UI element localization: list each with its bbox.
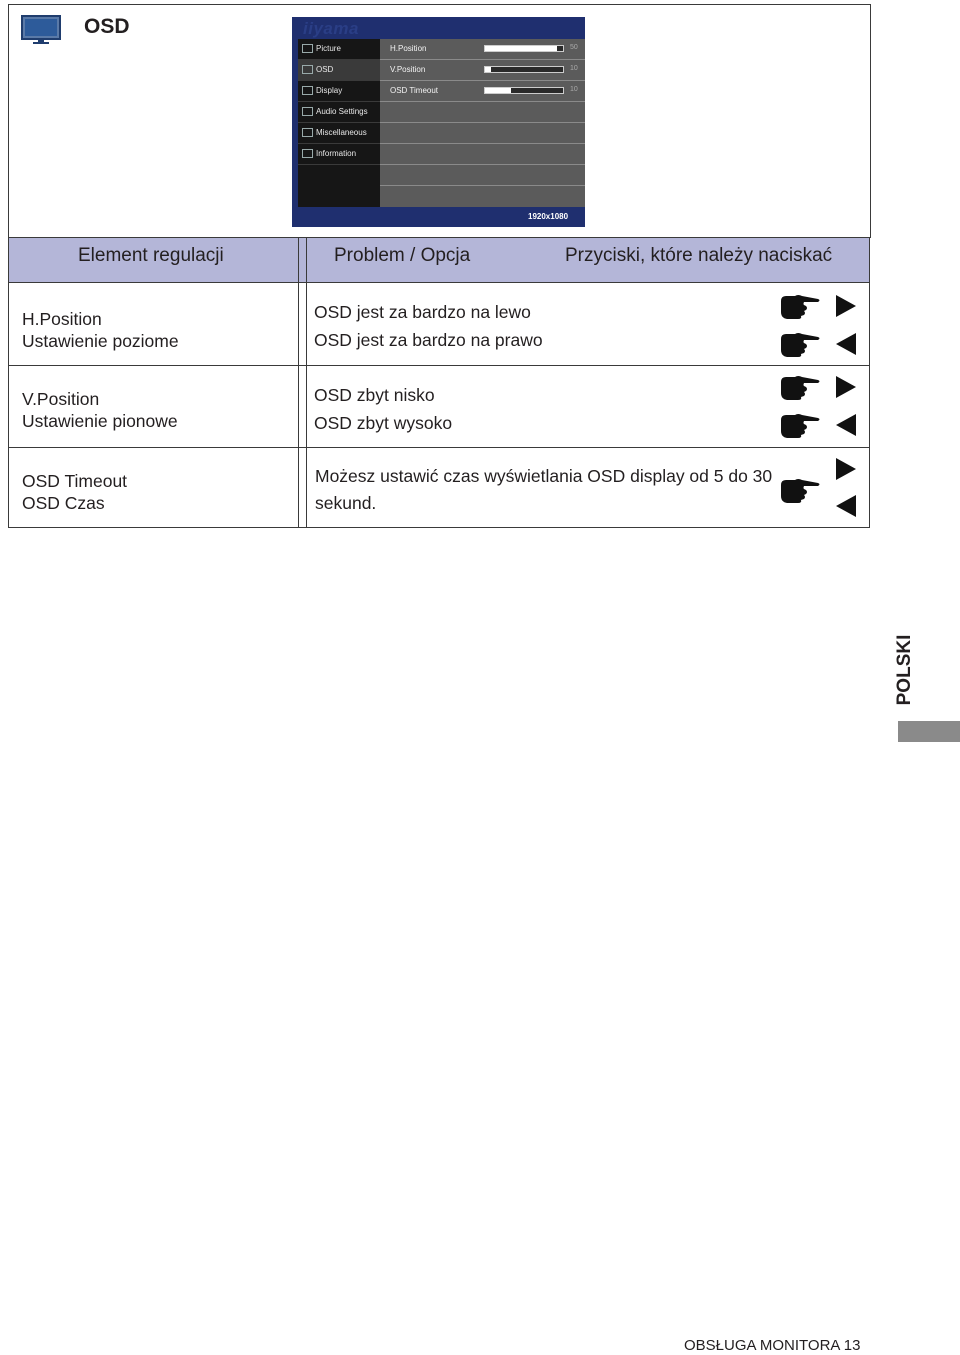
element-name: V.Position bbox=[22, 389, 100, 409]
problem-text: Możesz ustawić czas wyświetlania OSD display od 5 do 30 sekund. bbox=[315, 466, 773, 513]
wrench-icon bbox=[302, 128, 313, 137]
problem-text: OSD jest za bardzo na prawo bbox=[314, 330, 543, 350]
triangle-left-icon bbox=[836, 414, 856, 436]
osd-row-empty bbox=[380, 123, 585, 144]
problem-text: OSD zbyt wysoko bbox=[314, 413, 453, 433]
osd-menu-item-information: Information bbox=[298, 144, 380, 165]
info-icon bbox=[302, 149, 313, 158]
monitor-icon bbox=[21, 15, 61, 45]
triangle-left-icon bbox=[836, 333, 856, 355]
osd-menu-item-miscellaneous: Miscellaneous bbox=[298, 123, 380, 144]
hand-pointer-icon bbox=[779, 373, 821, 401]
element-desc: Ustawienie pionowe bbox=[22, 411, 178, 431]
osd-menu-item-audio-settings: Audio Settings bbox=[298, 102, 380, 123]
osd-row-osd-timeout: OSD Timeout 10 bbox=[380, 81, 585, 102]
triangle-right-icon bbox=[836, 295, 856, 317]
language-tab-bar bbox=[898, 721, 960, 742]
v-position-bar bbox=[484, 66, 564, 73]
element-name: H.Position bbox=[22, 309, 102, 329]
osd-row-empty bbox=[380, 165, 585, 186]
element-desc: OSD Czas bbox=[22, 493, 105, 513]
osd-resolution: 1920x1080 bbox=[528, 212, 569, 221]
osd-menu-item-osd: OSD bbox=[298, 60, 380, 81]
problem-text: OSD jest za bardzo na lewo bbox=[314, 302, 531, 322]
header-element: Element regulacji bbox=[78, 245, 224, 266]
osd-row-empty bbox=[380, 144, 585, 165]
speaker-icon bbox=[302, 107, 313, 116]
column-divider bbox=[298, 237, 299, 528]
osd-menu-item-picture: Picture bbox=[298, 39, 380, 60]
triangle-left-icon bbox=[836, 495, 856, 517]
language-tab-label: POLSKI bbox=[894, 634, 915, 706]
section-title: OSD bbox=[84, 15, 130, 38]
h-position-bar bbox=[484, 45, 564, 52]
column-divider bbox=[306, 237, 307, 528]
page-number: 13 bbox=[843, 1337, 861, 1354]
osd-row-empty bbox=[380, 102, 585, 123]
osd-icon bbox=[302, 65, 313, 74]
element-name: OSD Timeout bbox=[22, 471, 128, 491]
triangle-right-icon bbox=[836, 458, 856, 480]
display-icon bbox=[302, 86, 313, 95]
hand-pointer-icon bbox=[779, 292, 821, 320]
osd-timeout-bar bbox=[484, 87, 564, 94]
picture-icon bbox=[302, 44, 313, 53]
header-problem: Problem / Opcja bbox=[334, 245, 471, 266]
osd-row-h-position: H.Position 50 bbox=[380, 39, 585, 60]
triangle-right-icon bbox=[836, 376, 856, 398]
page-footer bbox=[684, 1337, 860, 1354]
hand-pointer-icon bbox=[779, 330, 821, 358]
hand-pointer-icon bbox=[779, 476, 821, 504]
row-divider bbox=[8, 447, 870, 448]
row-divider bbox=[8, 365, 870, 366]
osd-row-v-position: V.Position 10 bbox=[380, 60, 585, 81]
footer-text: OBSŁUGA MONITORA bbox=[684, 1337, 840, 1354]
header-buttons: Przyciski, które należy naciskać bbox=[565, 245, 833, 266]
language-tab bbox=[880, 628, 930, 712]
iiyama-logo: iiyama bbox=[303, 19, 359, 38]
osd-menu-item-display: Display bbox=[298, 81, 380, 102]
element-desc: Ustawienie poziome bbox=[22, 331, 179, 351]
hand-pointer-icon bbox=[779, 411, 821, 439]
problem-text: OSD zbyt nisko bbox=[314, 385, 435, 405]
